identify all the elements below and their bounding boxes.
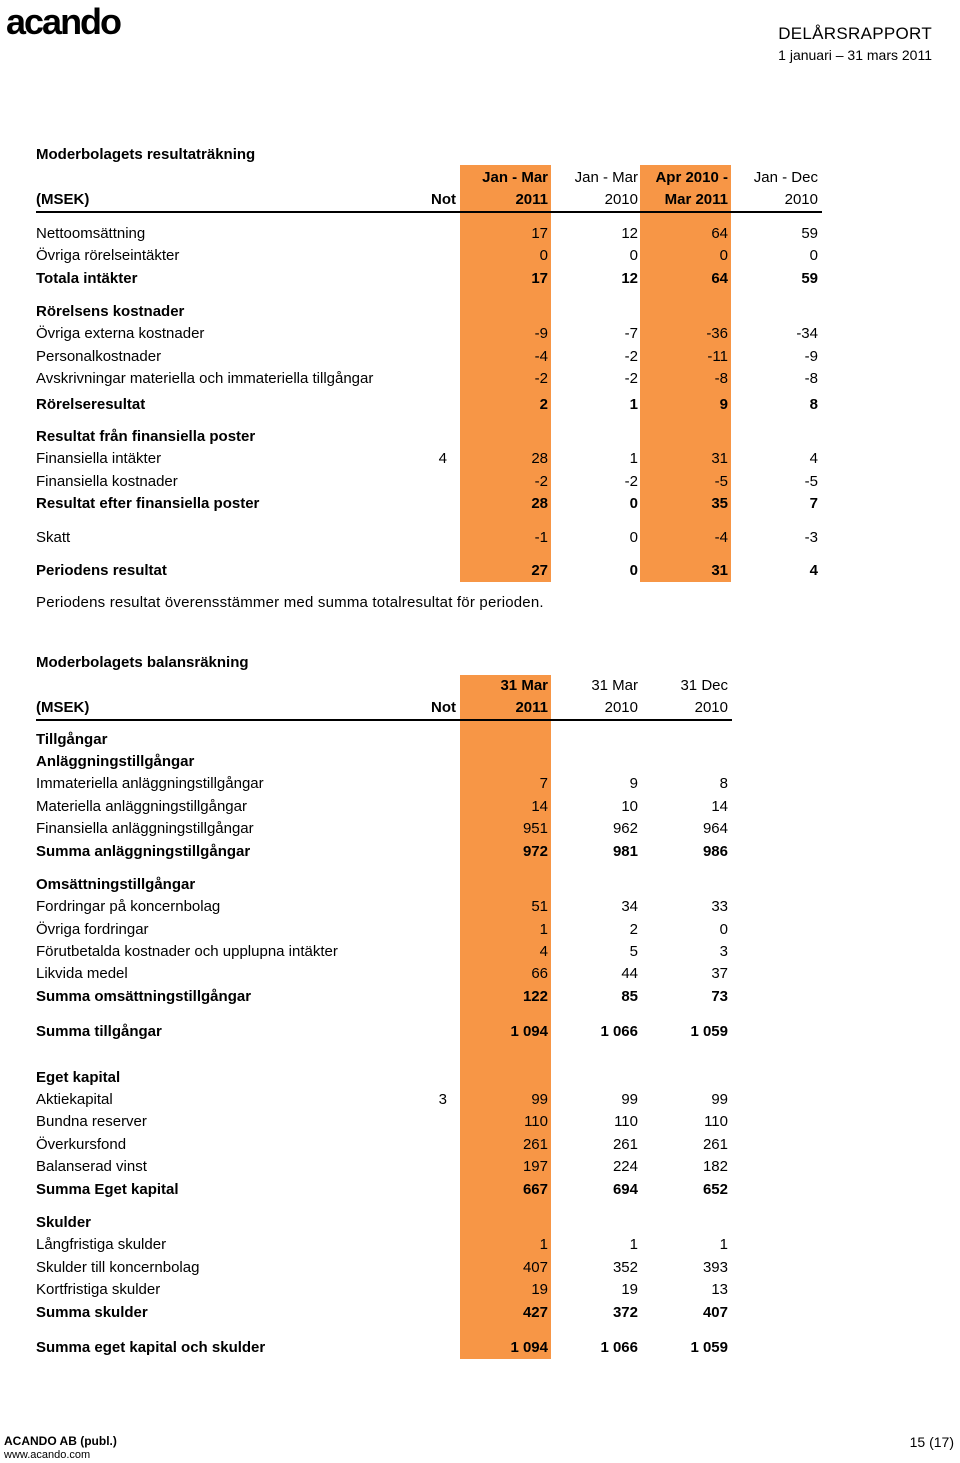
balance-row-value-col1: 667 — [522, 1181, 548, 1198]
income-row-value-col2: 0 — [629, 529, 638, 546]
balance-row-value-col1: 51 — [531, 898, 548, 915]
balance-row-value-col1: 110 — [524, 1113, 548, 1130]
balance-row-value-col2: 962 — [612, 820, 638, 837]
balance-row-value-col3: 182 — [702, 1158, 728, 1175]
income-row-value-col2: -7 — [624, 325, 638, 342]
income-row-value-col1: 2 — [539, 396, 548, 413]
balance-row — [36, 1302, 732, 1324]
income-row-label: Rörelseresultat — [36, 396, 146, 413]
income-row-value-col1: -2 — [534, 370, 548, 387]
balance-row — [36, 986, 732, 1008]
income-row-label: Avskrivningar materiella och immateriella tillgångar — [36, 370, 374, 387]
balance-not-label: Not — [431, 699, 456, 716]
balance-row-label: Långfristiga skulder — [36, 1236, 167, 1253]
balance-title: Moderbolagets balansräkning — [36, 654, 249, 671]
balance-row-label: Summa skulder — [36, 1304, 148, 1321]
income-row — [36, 448, 820, 470]
income-col4-line2: 2010 — [784, 191, 818, 208]
balance-row-value-col2: 372 — [612, 1304, 638, 1321]
balance-row-label: Immateriella anläggningstillgångar — [36, 775, 264, 792]
income-row-value-col1: 0 — [539, 247, 548, 264]
income-row-value-col1: -2 — [534, 473, 548, 490]
income-row-value-col3: -8 — [714, 370, 728, 387]
balance-row-value-col1: 1 094 — [510, 1023, 548, 1040]
balance-col2-line1: 31 Mar — [591, 677, 638, 694]
balance-row — [36, 963, 732, 985]
balance-row-label: Fordringar på koncernbolag — [36, 898, 221, 915]
balance-col3-line2: 2010 — [694, 699, 728, 716]
income-row-value-col2: -2 — [624, 370, 638, 387]
balance-row-value-col3: 3 — [719, 943, 728, 960]
balance-row-label: Omsättningstillgångar — [36, 876, 196, 893]
balance-row-value-col2: 981 — [612, 843, 638, 860]
balance-row — [36, 841, 732, 863]
income-row-value-col3: 35 — [711, 495, 728, 512]
income-row-value-col1: 17 — [531, 270, 548, 287]
footer-website[interactable]: www.acando.com — [4, 1449, 91, 1461]
balance-row-value-col2: 1 066 — [600, 1023, 638, 1040]
balance-row-value-col1: 122 — [522, 988, 548, 1005]
balance-row-value-col3: 986 — [702, 843, 728, 860]
balance-row-label: Anläggningstillgångar — [36, 753, 195, 770]
balance-row — [36, 1234, 732, 1256]
income-row-value-col4: 4 — [809, 562, 818, 579]
balance-row-value-col2: 2 — [629, 921, 638, 938]
income-row-value-col3: -4 — [714, 529, 728, 546]
income-unit-label: (MSEK) — [36, 191, 90, 208]
income-header-line2 — [36, 189, 820, 211]
balance-col1-line2: 2011 — [515, 699, 548, 716]
income-row — [36, 268, 820, 290]
income-row — [36, 223, 820, 245]
income-row-value-col2: 1 — [629, 450, 638, 467]
balance-row-label: Förutbetalda kostnader och upplupna intäkter — [36, 943, 338, 960]
balance-row-value-col1: 99 — [531, 1091, 548, 1108]
income-row-value-col4: 59 — [801, 270, 818, 287]
balance-row-value-col2: 34 — [621, 898, 638, 915]
income-row-label: Övriga rörelseintäkter — [36, 247, 180, 264]
balance-row-value-col2: 85 — [621, 988, 638, 1005]
balance-row-value-col3: 13 — [711, 1281, 728, 1298]
income-row — [36, 245, 820, 267]
acando-logo — [6, 2, 141, 42]
income-row-value-col3: 9 — [719, 396, 728, 413]
income-row-label: Övriga externa kostnader — [36, 325, 205, 342]
income-row-value-col3: 64 — [711, 225, 728, 242]
income-row-value-col1: 17 — [531, 225, 548, 242]
balance-row-value-col2: 5 — [629, 943, 638, 960]
balance-header-line2 — [36, 697, 732, 719]
balance-row-value-col1: 1 — [539, 921, 548, 938]
income-row-value-col2: 12 — [621, 225, 638, 242]
income-row-label: Periodens resultat — [36, 562, 167, 579]
income-row-value-col4: -9 — [804, 348, 818, 365]
balance-row-value-col3: 37 — [711, 965, 728, 982]
income-row-value-col4: -8 — [804, 370, 818, 387]
balance-row-label: Likvida medel — [36, 965, 128, 982]
report-title: DELÅRSRAPPORT — [778, 24, 932, 43]
footer-page-number: 15 (17) — [909, 1434, 954, 1450]
income-row-value-col4: 0 — [809, 247, 818, 264]
balance-header-rule — [36, 719, 732, 721]
footer-company: ACANDO AB (publ.) — [4, 1434, 117, 1448]
balance-row-value-col3: 1 — [719, 1236, 728, 1253]
balance-row-value-col1: 261 — [522, 1136, 548, 1153]
balance-row-label: Skulder till koncernbolag — [36, 1259, 200, 1276]
balance-row — [36, 1257, 732, 1279]
income-row-label: Nettoomsättning — [36, 225, 146, 242]
balance-row-not: 3 — [438, 1091, 447, 1108]
balance-row — [36, 1067, 732, 1089]
balance-row-value-col1: 7 — [539, 775, 548, 792]
balance-row-value-col3: 964 — [702, 820, 728, 837]
balance-row — [36, 729, 732, 751]
balance-row-value-col3: 652 — [702, 1181, 728, 1198]
balance-row — [36, 1337, 732, 1359]
balance-row-value-col1: 972 — [522, 843, 548, 860]
income-row-value-col4: -3 — [804, 529, 818, 546]
balance-row-value-col3: 73 — [711, 988, 728, 1005]
income-col2-line1: Jan - Mar — [574, 169, 638, 186]
income-row-value-col3: -5 — [714, 473, 728, 490]
income-col1-line1: Jan - Mar — [482, 169, 548, 186]
balance-row — [36, 1179, 732, 1201]
balance-row — [36, 818, 732, 840]
income-row-value-col3: -11 — [707, 348, 728, 365]
balance-col1-line1: 31 Mar — [500, 677, 548, 694]
balance-row-value-col2: 352 — [612, 1259, 638, 1276]
balance-row-label: Summa tillgångar — [36, 1023, 162, 1040]
income-row-value-col1: 28 — [531, 495, 548, 512]
income-row-value-col2: 0 — [629, 562, 638, 579]
balance-row-value-col2: 19 — [621, 1281, 638, 1298]
income-row-value-col1: -1 — [534, 529, 548, 546]
balance-row — [36, 1134, 732, 1156]
balance-row-value-col3: 1 059 — [690, 1339, 728, 1356]
income-row-value-col4: 59 — [801, 225, 818, 242]
income-row — [36, 368, 820, 390]
balance-row-value-col3: 407 — [702, 1304, 728, 1321]
balance-row — [36, 796, 732, 818]
balance-row-value-col2: 10 — [621, 798, 638, 815]
balance-row-label: Balanserad vinst — [36, 1158, 147, 1175]
balance-row — [36, 874, 732, 896]
balance-row — [36, 941, 732, 963]
income-row-value-col2: 0 — [629, 247, 638, 264]
balance-row-value-col2: 1 066 — [600, 1339, 638, 1356]
income-header-line1 — [36, 167, 820, 189]
balance-row-value-col3: 110 — [704, 1113, 728, 1130]
income-row — [36, 426, 820, 448]
income-col1-line2: 2011 — [515, 191, 548, 208]
income-row-label: Finansiella kostnader — [36, 473, 178, 490]
balance-row-label: Övriga fordringar — [36, 921, 149, 938]
balance-row — [36, 773, 732, 795]
income-row-value-col4: 8 — [809, 396, 818, 413]
balance-row-value-col3: 8 — [719, 775, 728, 792]
balance-row — [36, 1021, 732, 1043]
income-row-label: Skatt — [36, 529, 71, 546]
balance-row-label: Finansiella anläggningstillgångar — [36, 820, 254, 837]
balance-row — [36, 751, 732, 773]
balance-row-value-col2: 44 — [621, 965, 638, 982]
balance-row-value-col3: 14 — [711, 798, 728, 815]
balance-row-label: Kortfristiga skulder — [36, 1281, 161, 1298]
balance-row-value-col3: 99 — [711, 1091, 728, 1108]
balance-row-label: Summa eget kapital och skulder — [36, 1339, 266, 1356]
balance-row — [36, 1111, 732, 1133]
balance-row-value-col2: 9 — [629, 775, 638, 792]
balance-row-value-col1: 4 — [539, 943, 548, 960]
income-row-value-col4: -34 — [796, 325, 818, 342]
balance-row-value-col1: 19 — [531, 1281, 548, 1298]
balance-row-value-col1: 66 — [531, 965, 548, 982]
income-row — [36, 560, 820, 582]
income-not-label: Not — [431, 191, 456, 208]
income-row-label: Rörelsens kostnader — [36, 303, 185, 320]
balance-row-label: Summa Eget kapital — [36, 1181, 179, 1198]
balance-row-value-col1: 951 — [522, 820, 548, 837]
balance-row-value-col2: 1 — [629, 1236, 638, 1253]
income-row — [36, 346, 820, 368]
balance-row-value-col3: 393 — [702, 1259, 728, 1276]
income-row-label: Resultat från finansiella poster — [36, 428, 256, 445]
income-col2-line2: 2010 — [604, 191, 638, 208]
balance-row-value-col2: 694 — [612, 1181, 638, 1198]
income-row-value-col4: 4 — [809, 450, 818, 467]
income-row-label: Totala intäkter — [36, 270, 138, 287]
income-col4-line1: Jan - Dec — [753, 169, 818, 186]
income-col3-line2: Mar 2011 — [664, 191, 728, 208]
income-row-value-col1: 28 — [531, 450, 548, 467]
income-row-value-col3: 31 — [711, 562, 728, 579]
income-row-value-col2: -2 — [624, 348, 638, 365]
balance-row-value-col2: 224 — [612, 1158, 638, 1175]
balance-col3-line1: 31 Dec — [680, 677, 728, 694]
balance-row-label: Summa omsättningstillgångar — [36, 988, 252, 1005]
balance-row-label: Tillgångar — [36, 731, 108, 748]
balance-row-label: Eget kapital — [36, 1069, 121, 1086]
balance-row-value-col1: 427 — [522, 1304, 548, 1321]
income-row-value-col3: 31 — [711, 450, 728, 467]
income-row — [36, 323, 820, 345]
income-row-value-col3: 64 — [711, 270, 728, 287]
balance-row-label: Summa anläggningstillgångar — [36, 843, 251, 860]
balance-row — [36, 1089, 732, 1111]
income-title: Moderbolagets resultaträkning — [36, 146, 256, 163]
balance-row-label: Överkursfond — [36, 1136, 127, 1153]
balance-row-label: Bundna reserver — [36, 1113, 147, 1130]
income-row-value-col1: -4 — [534, 348, 548, 365]
balance-row-value-col1: 197 — [522, 1158, 548, 1175]
balance-row-value-col1: 1 094 — [510, 1339, 548, 1356]
report-period: 1 januari – 31 mars 2011 — [778, 47, 932, 63]
balance-row-value-col3: 33 — [711, 898, 728, 915]
income-row-value-col2: 12 — [621, 270, 638, 287]
balance-row-value-col1: 407 — [522, 1259, 548, 1276]
balance-row — [36, 919, 732, 941]
income-row-value-col3: 0 — [719, 247, 728, 264]
income-row-value-col2: 0 — [629, 495, 638, 512]
balance-row — [36, 1212, 732, 1234]
income-row-label: Finansiella intäkter — [36, 450, 162, 467]
balance-row — [36, 1279, 732, 1301]
income-row-label: Personalkostnader — [36, 348, 162, 365]
balance-row-value-col3: 1 059 — [690, 1023, 728, 1040]
income-row-not: 4 — [438, 450, 447, 467]
income-row — [36, 527, 820, 549]
logo-text: acando — [6, 2, 121, 42]
balance-row — [36, 1156, 732, 1178]
income-col3-line1: Apr 2010 - — [655, 169, 728, 186]
balance-row-value-col2: 99 — [621, 1091, 638, 1108]
balance-row-value-col1: 14 — [531, 798, 548, 815]
income-row-value-col2: 1 — [629, 396, 638, 413]
balance-col2-line2: 2010 — [604, 699, 638, 716]
income-row-value-col1: -9 — [534, 325, 548, 342]
income-row — [36, 493, 820, 515]
balance-row-value-col2: 110 — [614, 1113, 638, 1130]
income-row-value-col4: 7 — [809, 495, 818, 512]
income-row — [36, 301, 820, 323]
income-row-value-col3: -36 — [706, 325, 728, 342]
income-row-label: Resultat efter finansiella poster — [36, 495, 260, 512]
income-row — [36, 394, 820, 416]
balance-row-label: Aktiekapital — [36, 1091, 113, 1108]
income-row-value-col2: -2 — [624, 473, 638, 490]
income-row — [36, 471, 820, 493]
income-note: Periodens resultat överensstämmer med summa totalresultat för perioden. — [36, 594, 544, 611]
income-header-rule — [36, 211, 822, 213]
balance-row-label: Skulder — [36, 1214, 92, 1231]
income-row-value-col4: -5 — [804, 473, 818, 490]
balance-header-line1 — [36, 675, 732, 697]
income-row-value-col1: 27 — [531, 562, 548, 579]
balance-row-value-col3: 0 — [719, 921, 728, 938]
balance-row-value-col1: 1 — [539, 1236, 548, 1253]
balance-row — [36, 896, 732, 918]
balance-row-value-col2: 261 — [612, 1136, 638, 1153]
balance-row-label: Materiella anläggningstillgångar — [36, 798, 247, 815]
balance-row-value-col3: 261 — [702, 1136, 728, 1153]
balance-unit-label: (MSEK) — [36, 699, 90, 716]
